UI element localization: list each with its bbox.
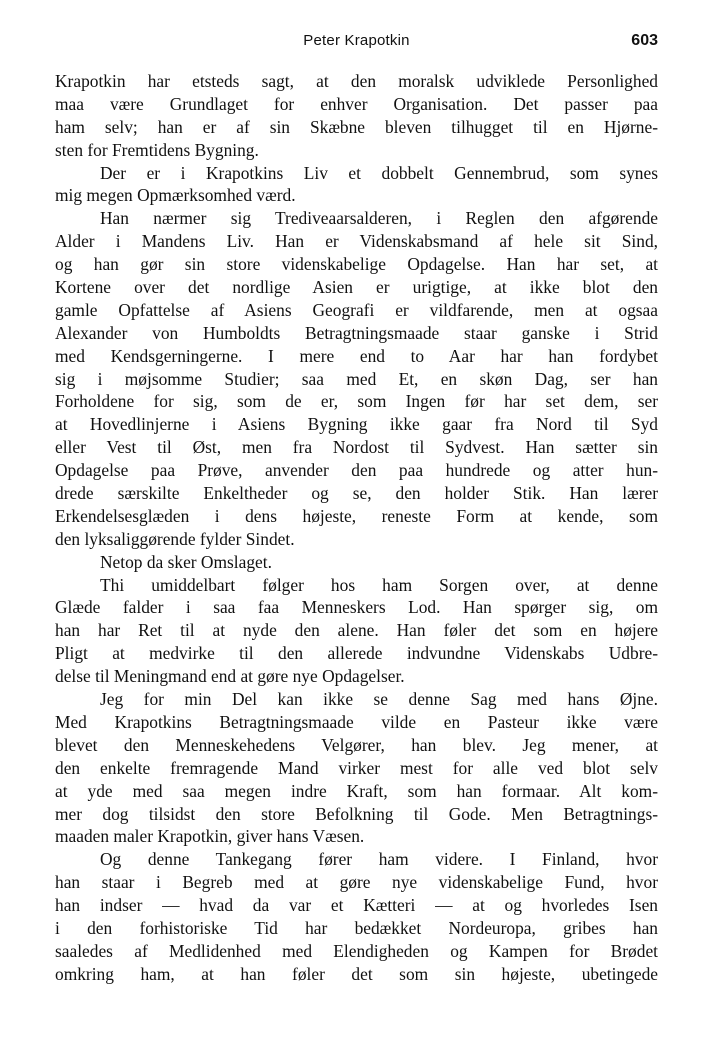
text-line: at Hovedlinjerne i Asiens Bygning ikke gaar fra Nord til Syd — [55, 414, 658, 435]
page-number: 603 — [631, 32, 658, 49]
text-line: Alder i Mandens Liv. Han er Videnskabsmand af hele sit Sind, — [55, 231, 658, 252]
page-header — [55, 32, 658, 56]
text-line: Alexander von Humboldts Betragtningsmaade staar ganske i Strid — [55, 322, 658, 343]
text-line: med Kendsgerningerne. I mere end to Aar har han fordybet — [55, 345, 658, 366]
text-line: Krapotkin har etsteds sagt, at den moralsk udviklede Personlighed — [55, 71, 658, 91]
text-line: drede særskilte Enkeltheder og se, den holder Stik. Han lærer — [55, 483, 658, 504]
text-line: Forholdene for sig, som de er, som Ingen før har set dem, ser — [55, 391, 658, 412]
text-line: gamle Opfattelse af Asiens Geografi er vildfarende, men at ogsaa — [55, 299, 658, 320]
text-line: at yde med saa megen indre Kraft, som han formaar. Alt kom- — [55, 780, 658, 801]
text-line: Jeg for min Del kan ikke se denne Sag med hans Øjne. — [100, 689, 658, 710]
text-line: omkring ham, at han føler det som sin højeste, ubetingede — [55, 963, 658, 984]
text-line: Thi umiddelbart følger hos ham Sorgen over, at denne — [100, 574, 658, 595]
text-line: i den forhistoriske Tid har bedækket Nordeuropa, gribes han — [55, 917, 658, 938]
running-title: Peter Krapotkin — [303, 32, 410, 49]
text-line: sten for Fremtidens Bygning. — [55, 139, 259, 160]
text-line: han har Ret til at nyde den alene. Han føler det som en højere — [55, 620, 658, 641]
text-line: og han gør sin store videnskabelige Opdagelse. Han har set, at — [55, 254, 658, 275]
text-line: Pligt at medvirke til den allerede indvundne Videnskabs Udbre- — [55, 643, 658, 664]
text-line: maaden maler Krapotkin, giver hans Væsen. — [55, 826, 365, 847]
text-line: ham selv; han er af sin Skæbne bleven tilhugget til en Hjørne- — [55, 116, 658, 137]
text-line: Opdagelse paa Prøve, anvender den paa hundrede og atter hun- — [55, 460, 658, 481]
text-line: Erkendelsesglæden i dens højeste, reneste Form at kende, som — [55, 505, 658, 526]
text-line: sig i møjsomme Studier; saa med Et, en skøn Dag, ser han — [55, 368, 658, 389]
text-line: blevet den Menneskehedens Velgører, han blev. Jeg mener, at — [55, 734, 658, 755]
text-line: den lyksaliggørende fylder Sindet. — [55, 528, 295, 549]
body-text — [55, 70, 658, 986]
text-line: Med Krapotkins Betragtningsmaade vilde en Pasteur ikke være — [55, 711, 658, 732]
text-line: Og denne Tankegang fører ham videre. I Finland, hvor — [100, 849, 658, 870]
text-line: mig megen Opmærksomhed værd. — [55, 185, 296, 206]
text-line: Kortene over det nordlige Asien er urigtige, at ikke blot den — [55, 277, 658, 298]
text-line: han indser — hvad da var et Kætteri — at og hvorledes Isen — [55, 895, 658, 916]
text-line: Glæde falder i saa faa Menneskers Lod. Han spørger sig, om — [55, 597, 658, 618]
text-line: Han nærmer sig Trediveaarsalderen, i Reglen den afgørende — [100, 208, 658, 229]
text-line: Netop da sker Omslaget. — [100, 551, 272, 572]
text-line: Der er i Krapotkins Liv et dobbelt Gennembrud, som synes — [100, 162, 658, 183]
text-line: han staar i Begreb med at gøre nye videnskabelige Fund, hvor — [55, 872, 658, 893]
text-line: den enkelte fremragende Mand virker mest for alle ved blot selv — [55, 757, 658, 778]
text-line: mer dog tilsidst den store Befolkning til Gode. Men Betragtnings- — [55, 803, 658, 824]
text-line: delse til Meningmand end at gøre nye Opdagelser. — [55, 666, 405, 687]
text-line: eller Vest til Øst, men fra Nordost til Sydvest. Han sætter sin — [55, 437, 658, 458]
text-line: maa være Grundlaget for enhver Organisation. Det passer paa — [55, 93, 658, 114]
text-line: saaledes af Medlidenhed med Elendigheden og Kampen for Brødet — [55, 940, 658, 961]
